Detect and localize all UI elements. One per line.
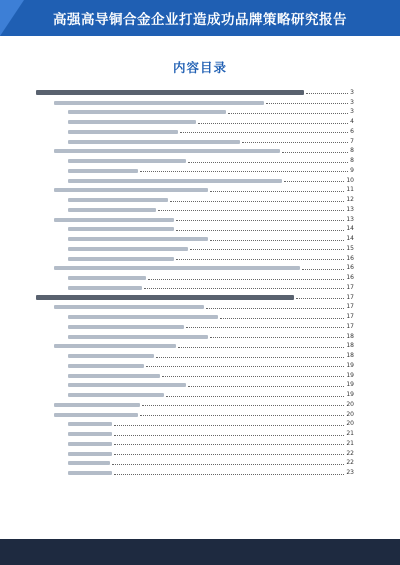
toc-entry-text-placeholder — [68, 461, 110, 465]
toc-entry[interactable] — [36, 271, 354, 281]
toc-entry-text-placeholder — [36, 90, 304, 95]
toc-entry-text-placeholder — [68, 393, 164, 397]
toc-entry-text-placeholder — [68, 237, 208, 241]
toc-leader-dots — [186, 327, 344, 328]
toc-leader-dots — [142, 405, 344, 406]
toc-entry[interactable] — [36, 184, 354, 194]
toc-leader-dots — [114, 444, 344, 445]
toc-entry[interactable] — [36, 106, 354, 116]
toc-entry-text-placeholder — [54, 413, 138, 417]
toc-leader-dots — [162, 376, 344, 377]
toc-leader-dots — [210, 191, 344, 192]
toc-entry-text-placeholder — [68, 169, 138, 173]
report-title: 高强高导铜合金企业打造成功品牌策略研究报告 — [53, 12, 347, 28]
toc-entry[interactable] — [36, 96, 354, 106]
toc-leader-dots — [166, 396, 344, 397]
toc-page-number: 18 — [346, 332, 354, 340]
toc-entry[interactable] — [36, 174, 354, 184]
toc-leader-dots — [170, 201, 344, 202]
toc-page-number: 14 — [346, 235, 354, 242]
toc-leader-dots — [146, 366, 344, 367]
toc-page-number: 10 — [346, 176, 354, 184]
toc-page-number: 16 — [346, 254, 354, 262]
toc-entry-text-placeholder — [68, 120, 196, 124]
toc-leader-dots — [242, 142, 348, 143]
toc-entry-text-placeholder — [54, 266, 300, 270]
toc-entry-text-placeholder — [68, 130, 178, 134]
toc-entry-text-placeholder — [54, 188, 208, 192]
toc-entry-text-placeholder — [68, 247, 188, 251]
toc-entry-text-placeholder — [68, 159, 186, 163]
toc-entry[interactable] — [36, 437, 354, 447]
toc-leader-dots — [284, 181, 344, 182]
toc-page-number: 17 — [346, 313, 354, 320]
toc-entry-text-placeholder — [54, 403, 140, 407]
toc-entry-text-placeholder — [68, 471, 112, 475]
toc-entry[interactable] — [36, 242, 354, 252]
toc-page-number: 20 — [346, 420, 354, 428]
toc-entry-text-placeholder — [68, 432, 112, 436]
toc-page-number: 17 — [346, 293, 354, 301]
toc-entry[interactable] — [36, 447, 354, 457]
toc-entry-text-placeholder — [54, 149, 280, 153]
toc-page-number: 17 — [346, 303, 354, 311]
toc-page-number: 12 — [346, 196, 354, 203]
toc-page-number: 7 — [350, 137, 354, 145]
toc-entry-text-placeholder — [68, 364, 144, 368]
toc-entry-text-placeholder — [68, 276, 146, 280]
toc-entry[interactable] — [36, 232, 354, 242]
toc-page-number: 3 — [350, 88, 354, 96]
toc-page-number: 22 — [346, 459, 354, 467]
toc-entry-text-placeholder — [68, 374, 160, 378]
toc-page-number: 18 — [346, 342, 354, 350]
toc-entry[interactable] — [36, 203, 354, 213]
toc-entry-text-placeholder — [68, 452, 112, 456]
toc-page-number: 13 — [346, 205, 354, 213]
toc-entry-text-placeholder — [68, 208, 156, 212]
toc-leader-dots — [176, 230, 344, 231]
toc-entry-text-placeholder — [36, 295, 294, 300]
toc-entry-text-placeholder — [68, 257, 174, 261]
toc-entry-text-placeholder — [68, 110, 226, 114]
toc-entry[interactable] — [36, 252, 354, 262]
toc-page-number: 19 — [346, 381, 354, 389]
toc-entry[interactable] — [36, 115, 354, 125]
toc-entry-text-placeholder — [68, 422, 112, 426]
toc-entry-text-placeholder — [54, 305, 204, 309]
toc-entry[interactable] — [36, 164, 354, 174]
toc-entry[interactable] — [36, 125, 354, 135]
toc-page-number: 22 — [346, 449, 354, 457]
toc-entry[interactable] — [36, 86, 354, 96]
toc-page-number: 16 — [346, 274, 354, 281]
toc-entry-text-placeholder — [68, 354, 154, 358]
toc-entry-text-placeholder — [68, 140, 240, 144]
toc-leader-dots — [188, 386, 344, 387]
toc-leader-dots — [198, 123, 348, 124]
toc-leader-dots — [114, 435, 344, 436]
toc-page-number: 23 — [346, 469, 354, 476]
toc-page-number: 19 — [346, 391, 354, 398]
toc-entry-text-placeholder — [54, 344, 176, 348]
toc-page-number: 9 — [350, 166, 354, 174]
toc-page-number: 3 — [350, 98, 354, 106]
toc-leader-dots — [188, 162, 348, 163]
toc-leader-dots — [190, 249, 344, 250]
toc-page-number: 20 — [346, 410, 354, 418]
toc-entry[interactable] — [36, 281, 354, 291]
toc-entry[interactable] — [36, 379, 354, 389]
toc-entry[interactable] — [36, 193, 354, 203]
toc-leader-dots — [296, 298, 344, 299]
toc-entry[interactable] — [36, 262, 354, 272]
toc-leader-dots — [282, 152, 348, 153]
toc-entry[interactable] — [36, 330, 354, 340]
toc-entry[interactable] — [36, 340, 354, 350]
toc-leader-dots — [302, 269, 344, 270]
toc-leader-dots — [178, 347, 344, 348]
toc-leader-dots — [158, 210, 344, 211]
toc-leader-dots — [176, 259, 344, 260]
table-of-contents — [36, 86, 354, 476]
toc-entry[interactable] — [36, 320, 354, 330]
toc-entry-text-placeholder — [68, 179, 282, 183]
toc-page-number: 8 — [350, 147, 354, 155]
toc-page-number: 8 — [350, 157, 354, 164]
toc-page-number: 20 — [346, 400, 354, 408]
toc-entry[interactable] — [36, 457, 354, 467]
toc-entry-text-placeholder — [68, 383, 186, 387]
toc-entry[interactable] — [36, 349, 354, 359]
toc-entry[interactable] — [36, 310, 354, 320]
toc-page-number: 4 — [350, 118, 354, 125]
toc-entry[interactable] — [36, 291, 354, 301]
toc-leader-dots — [114, 425, 344, 426]
toc-heading: 内容目录 — [172, 60, 227, 75]
toc-entry[interactable] — [36, 223, 354, 233]
toc-page-number: 6 — [350, 127, 354, 135]
toc-entry-text-placeholder — [68, 198, 168, 202]
toc-page-number: 14 — [346, 225, 354, 233]
toc-page-number: 21 — [346, 439, 354, 447]
toc-page-number: 16 — [346, 264, 354, 272]
toc-leader-dots — [140, 415, 344, 416]
toc-page-number: 18 — [346, 352, 354, 359]
toc-entry-text-placeholder — [68, 442, 112, 446]
toc-page-number: 17 — [346, 322, 354, 330]
toc-leader-dots — [112, 464, 344, 465]
toc-entry-text-placeholder — [68, 227, 174, 231]
toc-leader-dots — [176, 220, 344, 221]
toc-leader-dots — [228, 113, 348, 114]
toc-leader-dots — [220, 318, 344, 319]
header-bar — [0, 0, 400, 36]
toc-entry-text-placeholder — [68, 325, 184, 329]
toc-leader-dots — [306, 93, 348, 94]
toc-page-number: 15 — [346, 244, 354, 252]
toc-leader-dots — [140, 171, 348, 172]
toc-entry[interactable] — [36, 135, 354, 145]
toc-entry[interactable] — [36, 427, 354, 437]
toc-entry[interactable] — [36, 418, 354, 428]
toc-leader-dots — [210, 240, 344, 241]
header-corner-accent — [0, 0, 24, 36]
toc-entry[interactable] — [36, 301, 354, 311]
toc-entry[interactable] — [36, 466, 354, 476]
toc-leader-dots — [114, 474, 344, 475]
toc-page-number: 19 — [346, 371, 354, 379]
toc-entry[interactable] — [36, 359, 354, 369]
toc-leader-dots — [210, 337, 344, 338]
toc-leader-dots — [114, 454, 344, 455]
toc-page-number: 3 — [350, 108, 354, 116]
toc-leader-dots — [266, 103, 348, 104]
toc-leader-dots — [180, 132, 348, 133]
toc-leader-dots — [148, 279, 344, 280]
toc-entry-text-placeholder — [68, 286, 142, 290]
toc-leader-dots — [144, 288, 344, 289]
toc-entry[interactable] — [36, 388, 354, 398]
toc-entry-text-placeholder — [54, 101, 264, 105]
toc-entry[interactable] — [36, 213, 354, 223]
footer-bar — [0, 539, 400, 565]
toc-entry[interactable] — [36, 398, 354, 408]
toc-entry-text-placeholder — [54, 218, 174, 222]
toc-page-number: 13 — [346, 215, 354, 223]
toc-leader-dots — [206, 308, 344, 309]
toc-page-number: 17 — [346, 283, 354, 291]
toc-leader-dots — [156, 357, 344, 358]
toc-entry[interactable] — [36, 408, 354, 418]
toc-page-number: 21 — [346, 430, 354, 437]
toc-entry-text-placeholder — [68, 315, 218, 319]
toc-entry[interactable] — [36, 369, 354, 379]
toc-entry[interactable] — [36, 154, 354, 164]
toc-page-number: 19 — [346, 361, 354, 369]
toc-entry-text-placeholder — [68, 335, 208, 339]
toc-entry[interactable] — [36, 145, 354, 155]
toc-page-number: 11 — [346, 186, 354, 194]
